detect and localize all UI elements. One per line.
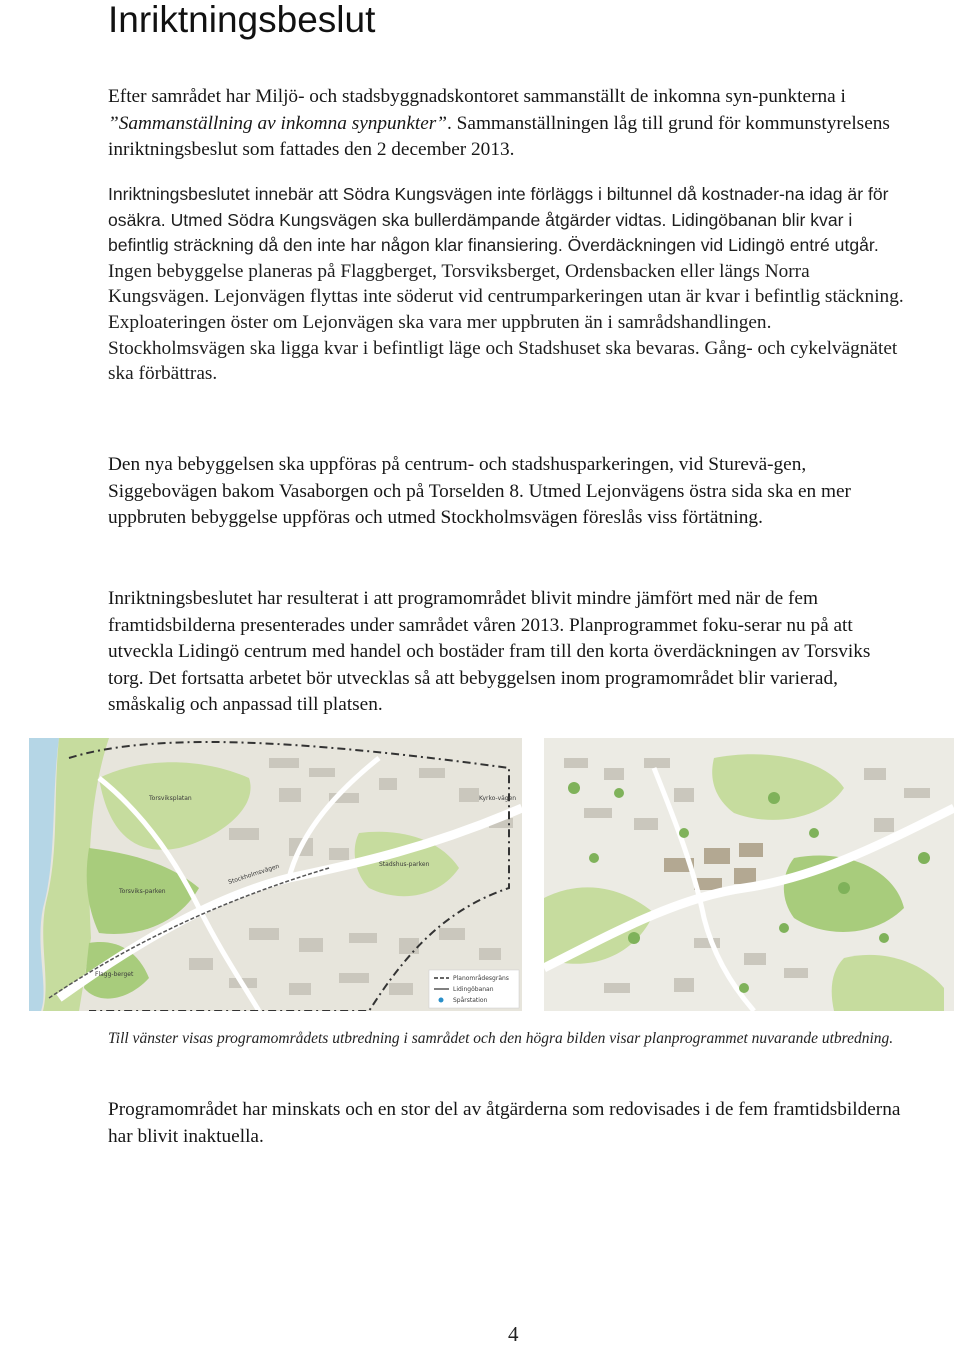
paragraph-conclusion: Programområdet har minskats och en stor del av åtgärderna som redovisades i de fem framtidsbilderna har blivit inaktuella. <box>108 1099 901 1147</box>
page-number: 4 <box>508 1322 519 1346</box>
paragraph-new-buildings: Den nya bebyggelsen ska uppföras på centrum- och stadshusparkeringen, vid Sturevä-gen, Siggebovägen bakom Vasaborgen och på Torselden 8. Utmed Lejonvägens östra sida ska en mer uppbruten bebyggelse uppföras och utmed Stockholmsvägen föreslås viss förtätning. <box>108 454 851 529</box>
map-label-flaggberget: Flagg-berget <box>95 971 134 978</box>
paragraph-decision <box>108 182 908 387</box>
map-label-stockholmsvagen: Stockholmsvägen <box>227 862 281 886</box>
paragraph-decision-sans-text: Inriktningsbeslutet innebär att Södra Kungsvägen inte förläggs i biltunnel då kostnader-na idag är för osäkra. Utmed Södra Kungsvägen ska bullerdämpande åtgärder vidtas. Lidingöbanan blir kvar i befintlig sträckning då den inte har någon klar finansiering. Överdäckningen vid Lidingö entré utgår. <box>108 184 889 256</box>
map-label-torsviksparken: Torsviks-parken <box>119 888 166 895</box>
page-title: Inriktningsbeslut <box>108 0 376 40</box>
paragraph-decision-serif-text: Ingen bebyggelse planeras på Flaggberget, Torsviksberget, Ordensbacken eller längs Norra Kungsvägen. Lejonvägen flyttas inte söderut vid centrumparkeringen utan är kvar i befintlig stäckning. Exploateringen öster om Lejonvägen ska vara mer uppbruten än i samrådshandlingen. Stockholmsvägen ska ligga kvar i befintligt läge och Stadshuset ska bevaras. Gång- och cykelvägnätet ska förbättras. <box>108 260 904 385</box>
map-label-torsviksplatan: Torsviksplatan <box>149 795 192 802</box>
map-current-area-drawing <box>544 738 954 1011</box>
paragraph-intro <box>108 84 908 164</box>
paragraph-intro-text-1: Efter samrådet har Miljö- och stadsbyggnadskontoret sammanställt de inkomna syn-punkterna i <box>108 86 846 107</box>
paragraph-result: Inriktningsbeslutet har resulterat i att programområdet blivit mindre jämfört med när de fem framtidsbilderna presenterades under samrådet våren 2013. Planprogrammet foku-serar nu på att utveckla Lidingö centrum med handel och bostäder fram till den korta överdäckningen av Torsviks torg. Det fortsatta arbetet bör utvecklas så att bebyggelsen inom programområdet blir varierad, småskalig och anpassad till platsen. <box>108 588 871 716</box>
legend-railway: Lidingöbanan <box>453 986 494 993</box>
map-label-kyrkovagen: Kyrko-vägen <box>479 795 517 802</box>
legend-plan-boundary: Planområdesgräns <box>453 975 509 982</box>
map-consultation-area-drawing <box>29 738 522 1011</box>
map-consultation-area <box>29 738 522 1011</box>
figure-caption: Till vänster visas programområdets utbredning i samrådet och den högra bilden visar planprogrammet nuvarande utbredning. <box>108 1030 894 1047</box>
legend-station: Spårstation <box>453 997 488 1004</box>
map-legend <box>429 970 519 1008</box>
document-title-reference: ”Sammanställning av inkomna synpunkter” <box>108 112 448 134</box>
map-current-area <box>544 738 954 1011</box>
paragraph-intro-text-2: . Sammanställningen låg till grund för kommunstyrelsens inriktningsbeslut som fattades den 2 december 2013. <box>108 112 890 161</box>
map-label-stadshusparken: Stadshus-parken <box>379 861 430 868</box>
